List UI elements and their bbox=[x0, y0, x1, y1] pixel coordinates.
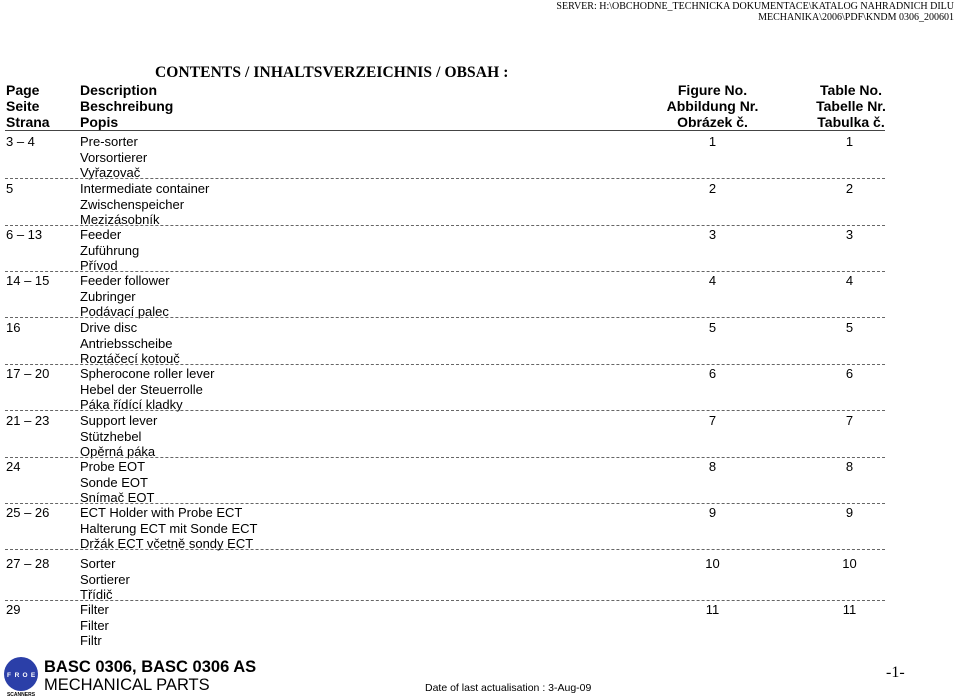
row-description-line: Zuführung bbox=[80, 242, 140, 258]
contents-title: CONTENTS / INHALTSVERZEICHNIS / OBSAH : bbox=[155, 64, 509, 81]
row-description-line: Probe EOT bbox=[80, 459, 146, 474]
row-table-number: 8 bbox=[845, 459, 854, 474]
row-page: 27 – 28 bbox=[6, 556, 50, 571]
row-divider bbox=[5, 317, 885, 318]
row-description-line: Filtr bbox=[80, 633, 102, 648]
row-figure-number: 2 bbox=[708, 181, 717, 196]
row-figure-number: 9 bbox=[708, 505, 717, 520]
header-description-cz: Popis bbox=[80, 114, 119, 130]
row-divider bbox=[5, 225, 885, 226]
row-table-number: 5 bbox=[845, 320, 854, 335]
header-figure-cz: Obrázek č. bbox=[677, 114, 748, 130]
footer-page-number: -1- bbox=[886, 664, 905, 681]
row-figure-number: 10 bbox=[705, 556, 720, 571]
row-description bbox=[80, 366, 214, 413]
header-description bbox=[80, 82, 173, 130]
row-description-line: Feeder bbox=[80, 227, 122, 242]
row-description-line: Stützhebel bbox=[80, 428, 142, 444]
footer-title-line2: MECHANICAL PARTS bbox=[44, 676, 210, 694]
row-table-number: 3 bbox=[845, 227, 854, 242]
row-divider bbox=[5, 600, 885, 601]
header-figure-de: Abbildung Nr. bbox=[666, 98, 759, 114]
row-description-line: ECT Holder with Probe ECT bbox=[80, 505, 243, 520]
row-table-number: 9 bbox=[845, 505, 854, 520]
row-page: 21 – 23 bbox=[6, 413, 50, 428]
row-divider bbox=[5, 178, 885, 179]
header-figure bbox=[665, 82, 760, 130]
row-description bbox=[80, 556, 130, 603]
row-figure-number: 5 bbox=[708, 320, 717, 335]
row-page: 16 bbox=[6, 320, 21, 335]
row-figure-number: 8 bbox=[708, 459, 717, 474]
header-table-cz: Tabulka č. bbox=[817, 114, 885, 130]
row-description-line: Mezizásobník bbox=[80, 212, 160, 227]
row-description-line: Vyřazovač bbox=[80, 165, 141, 180]
row-description bbox=[80, 134, 147, 181]
row-figure-number: 6 bbox=[708, 366, 717, 381]
row-figure-number: 7 bbox=[708, 413, 717, 428]
row-description-line: Roztáčecí kotouč bbox=[80, 351, 180, 366]
row-description-line: Intermediate container bbox=[80, 181, 210, 196]
row-table-number: 2 bbox=[845, 181, 854, 196]
row-table-number: 11 bbox=[842, 602, 857, 617]
row-figure-number: 11 bbox=[705, 602, 720, 617]
row-page: 24 bbox=[6, 459, 21, 474]
row-description-line: Přívod bbox=[80, 258, 118, 273]
row-description-line: Pre-sorter bbox=[80, 134, 138, 149]
row-description-line: Antriebsscheibe bbox=[80, 335, 173, 351]
row-table-number: 6 bbox=[845, 366, 854, 381]
row-table-number: 10 bbox=[842, 556, 857, 571]
row-description-line: Support lever bbox=[80, 413, 158, 428]
row-divider bbox=[5, 503, 885, 504]
froe-logo bbox=[2, 655, 40, 697]
row-description-line: Zubringer bbox=[80, 288, 136, 304]
row-description-line: Vorsortierer bbox=[80, 149, 148, 165]
row-table-number: 4 bbox=[845, 273, 854, 288]
row-description-line: Feeder follower bbox=[80, 273, 170, 288]
row-description-line: Snímač EOT bbox=[80, 490, 155, 505]
row-figure-number: 3 bbox=[708, 227, 717, 242]
row-description-line: Filter bbox=[80, 617, 109, 633]
logo-letter: R bbox=[14, 672, 20, 679]
footer-title bbox=[44, 658, 256, 694]
row-description-line: Hebel der Steuerrolle bbox=[80, 381, 203, 397]
row-figure-number: 4 bbox=[708, 273, 717, 288]
row-description-line: Halterung ECT mit Sonde ECT bbox=[80, 520, 258, 536]
header-table-en: Table No. bbox=[820, 82, 882, 98]
server-path bbox=[534, 1, 954, 23]
row-description-line: Zwischenspeicher bbox=[80, 196, 185, 212]
header-table-de: Tabelle Nr. bbox=[816, 98, 886, 114]
row-description bbox=[80, 413, 157, 460]
row-description-line: Sorter bbox=[80, 556, 116, 571]
header-page-en: Page bbox=[6, 82, 40, 98]
row-description-line: Podávací palec bbox=[80, 304, 169, 319]
row-description bbox=[80, 602, 109, 649]
row-page: 25 – 26 bbox=[6, 505, 50, 520]
logo-caption: SCANNERS bbox=[6, 692, 36, 697]
footer-date: Date of last actualisation : 3-Aug-09 bbox=[425, 682, 592, 694]
header-table bbox=[806, 82, 896, 130]
row-description-line: Třídič bbox=[80, 587, 113, 602]
row-description bbox=[80, 320, 180, 367]
logo-letter: E bbox=[30, 672, 36, 679]
row-description-line: Opěrná páka bbox=[80, 444, 156, 459]
footer-title-line1: BASC 0306, BASC 0306 AS bbox=[44, 658, 257, 676]
server-path-line1: SERVER: H:\OBCHODNE_TECHNICKA DOKUMENTACE\KATALOG NAHRADNICH DILU bbox=[556, 1, 954, 12]
row-page: 5 bbox=[6, 181, 14, 196]
server-path-line2: MECHANIKA\2006\PDF\KNDM 0306_200601 bbox=[758, 12, 954, 23]
row-divider bbox=[5, 549, 885, 550]
row-description bbox=[80, 181, 209, 228]
row-page: 17 – 20 bbox=[6, 366, 50, 381]
row-description-line: Filter bbox=[80, 602, 109, 617]
row-table-number: 7 bbox=[845, 413, 854, 428]
header-page-cz: Strana bbox=[6, 114, 50, 130]
row-page: 6 – 13 bbox=[6, 227, 43, 242]
header-description-de: Beschreibung bbox=[80, 98, 174, 114]
row-divider bbox=[5, 271, 885, 272]
header-description-en: Description bbox=[80, 82, 158, 98]
header-page-de: Seite bbox=[6, 98, 40, 114]
row-description-line: Držák ECT včetně sondy ECT bbox=[80, 536, 254, 551]
header-page bbox=[6, 82, 50, 130]
row-description-line: Sortierer bbox=[80, 571, 130, 587]
header-rule bbox=[5, 130, 885, 131]
row-divider bbox=[5, 364, 885, 365]
row-description bbox=[80, 459, 154, 506]
row-description bbox=[80, 227, 139, 274]
header-figure-en: Figure No. bbox=[677, 82, 748, 98]
row-page: 3 – 4 bbox=[6, 134, 35, 149]
row-description bbox=[80, 505, 258, 552]
logo-letter: F bbox=[7, 672, 11, 679]
row-description-line: Drive disc bbox=[80, 320, 138, 335]
row-description bbox=[80, 273, 170, 320]
row-divider bbox=[5, 457, 885, 458]
row-figure-number: 1 bbox=[708, 134, 717, 149]
row-table-number: 1 bbox=[845, 134, 854, 149]
row-divider bbox=[5, 410, 885, 411]
row-description-line: Spherocone roller lever bbox=[80, 366, 215, 381]
row-page: 14 – 15 bbox=[6, 273, 50, 288]
row-description-line: Páka řídící kladky bbox=[80, 397, 183, 412]
row-description-line: Sonde EOT bbox=[80, 474, 148, 490]
row-page: 29 bbox=[6, 602, 21, 617]
logo-letter: O bbox=[22, 672, 28, 679]
